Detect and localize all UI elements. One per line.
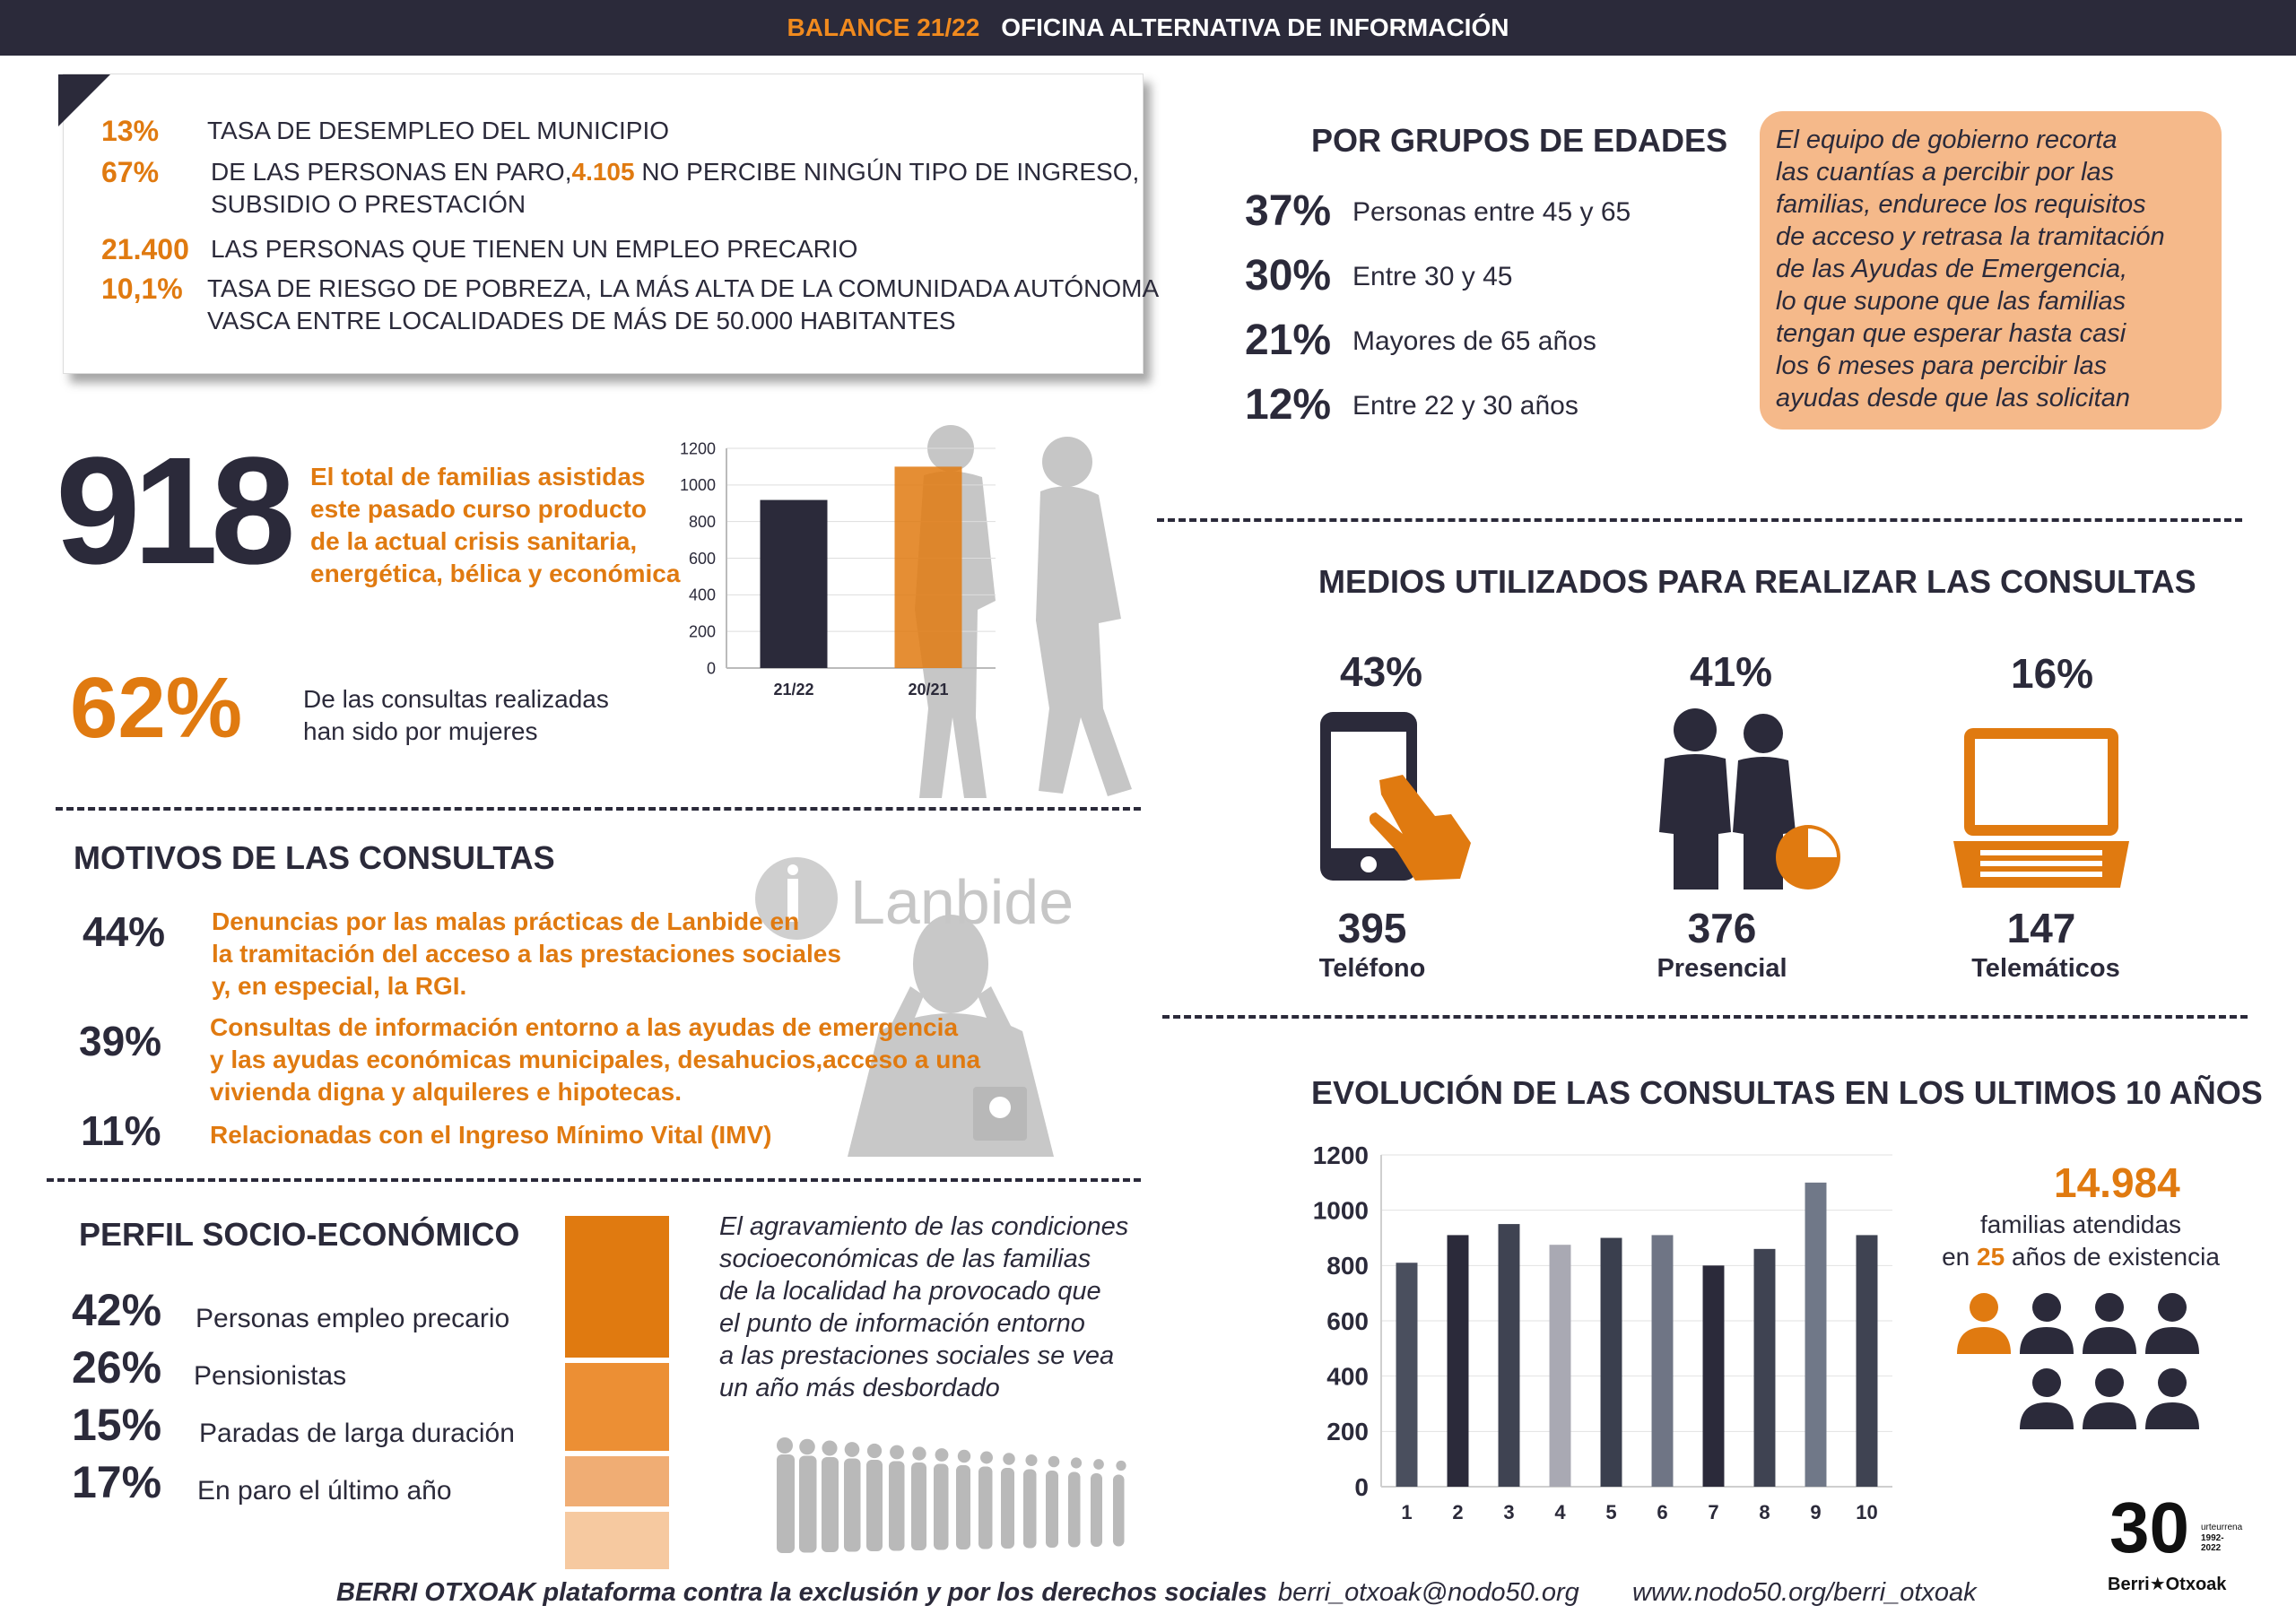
age-label: Personas entre 45 y 65 — [1352, 197, 1631, 227]
y-tick-label: 0 — [1354, 1472, 1369, 1501]
callout-line: los 6 meses para percibir las — [1776, 352, 2108, 380]
queue-person-head — [1048, 1456, 1060, 1468]
queue-person-head — [845, 1442, 860, 1457]
y-tick-label: 800 — [688, 512, 716, 531]
x-tick-label: 10 — [1856, 1501, 1878, 1523]
total-families-number: 14.984 — [2054, 1159, 2180, 1206]
x-tick-label: 7 — [1708, 1501, 1719, 1523]
callout-line: las cuantías a percibir por las — [1776, 158, 2115, 187]
note-line: el punto de información entorno — [719, 1309, 1085, 1338]
queue-person-body — [1046, 1471, 1058, 1548]
people-group-icon — [1955, 1291, 2206, 1444]
queue-person-head — [890, 1445, 904, 1460]
line2-before: en — [1942, 1243, 1978, 1271]
perfil-label: En paro el último año — [197, 1476, 452, 1506]
women-line: han sido por mujeres — [303, 717, 538, 745]
y-tick-label: 400 — [688, 586, 716, 604]
y-tick-label: 200 — [688, 622, 716, 641]
women-line: De las consultas realizadas — [303, 685, 609, 713]
medio-pct: 43% — [1340, 648, 1423, 695]
separator — [47, 1178, 1141, 1182]
bar — [1550, 1245, 1571, 1487]
queue-person-head — [1003, 1453, 1015, 1465]
perfil-stacked-bar — [565, 1216, 669, 1569]
queue-person-head — [1071, 1457, 1082, 1468]
queue-person-head — [1116, 1461, 1126, 1471]
motivos-title: MOTIVOS DE LAS CONSULTAS — [74, 839, 555, 876]
line2-after: años de existencia — [2005, 1243, 2220, 1271]
years-highlight: 25 — [1977, 1243, 2005, 1271]
anniversary-logo — [2108, 1488, 2243, 1594]
queue-person-body — [1091, 1473, 1102, 1547]
x-tick-label: 5 — [1605, 1501, 1617, 1523]
medios-title: MEDIOS UTILIZADOS PARA REALIZAR LAS CONSULTAS — [1318, 563, 2196, 600]
medio-label: Telemáticos — [1971, 954, 2120, 983]
queue-person-head — [777, 1437, 793, 1454]
bar — [1396, 1263, 1418, 1487]
perfil-label: Paradas de larga duración — [199, 1419, 515, 1448]
motivo-text — [212, 906, 841, 1002]
queue-person-head — [980, 1452, 993, 1464]
queue-person-head — [958, 1450, 970, 1462]
stat-value: 21.400 — [101, 233, 189, 265]
women-description — [303, 683, 609, 748]
footer-organization: BERRI OTXOAK plataforma contra la exclusión y por los derechos sociales — [336, 1578, 1267, 1607]
queue-person-body — [866, 1460, 883, 1551]
y-tick-label: 1200 — [679, 439, 716, 458]
families-comparison-chart — [673, 435, 1013, 704]
total-families-line2 — [1901, 1241, 2260, 1273]
x-tick-label: 2 — [1452, 1501, 1464, 1523]
stat-text: TASA DE DESEMPLEO DEL MUNICIPIO — [207, 117, 670, 144]
x-tick-label: 4 — [1554, 1501, 1566, 1523]
stat-highlight: 4.105 — [571, 158, 635, 186]
age-label: Entre 22 y 30 años — [1352, 391, 1578, 421]
queue-person-body — [934, 1464, 949, 1550]
queue-person-head — [867, 1444, 882, 1458]
motivo-line: la tramitación del acceso a las prestaciones sociales — [212, 940, 841, 968]
queue-person-body — [844, 1459, 861, 1552]
motivo-line: Relacionadas con el Ingreso Mínimo Vital (IMV) — [210, 1121, 772, 1149]
bar — [1754, 1249, 1776, 1487]
anniversary-number: 30 — [2109, 1488, 2189, 1567]
callout-line: familias, endurece los requisitos — [1776, 190, 2146, 219]
x-tick-label: 6 — [1657, 1501, 1668, 1523]
bar — [1448, 1235, 1469, 1487]
x-tick-label: 20/21 — [908, 681, 949, 699]
motivo-text — [210, 1119, 772, 1151]
total-families-text — [1901, 1209, 2260, 1273]
bar — [1857, 1235, 1878, 1487]
y-tick-label: 600 — [688, 549, 716, 568]
stats-box — [63, 74, 1160, 374]
medio-label: Presencial — [1657, 954, 1787, 983]
x-tick-label: 3 — [1503, 1501, 1515, 1523]
y-tick-label: 600 — [1326, 1306, 1369, 1335]
header-bar — [0, 0, 2296, 56]
queue-person-head — [822, 1440, 837, 1455]
queue-person-head — [912, 1446, 926, 1460]
queue-person-body — [822, 1457, 839, 1552]
bar — [1499, 1224, 1520, 1487]
age-label: Mayores de 65 años — [1352, 326, 1596, 356]
motivo-pct: 39% — [79, 1018, 162, 1064]
callout-line: tengan que esperar hasta casi — [1776, 319, 2126, 348]
motivo-line: y las ayudas económicas municipales, desahucios,acceso a una — [210, 1046, 981, 1073]
stat-text — [211, 157, 1139, 187]
medio-count: 147 — [2006, 905, 2076, 951]
x-tick-label: 8 — [1759, 1501, 1770, 1523]
footer-website-link[interactable]: www.nodo50.org/berri_otxoak — [1632, 1578, 1977, 1607]
perfil-title: PERFIL SOCIO-ECONÓMICO — [79, 1216, 520, 1253]
queue-person-head — [799, 1439, 815, 1455]
stat-value: 10,1% — [101, 273, 183, 305]
age-pct: 21% — [1245, 317, 1332, 364]
medio-label: Teléfono — [1318, 954, 1426, 983]
motivo-pct: 11% — [81, 1107, 161, 1154]
note-line: a las prestaciones sociales se vea — [719, 1341, 1115, 1370]
footer-email-link[interactable]: berri_otxoak@nodo50.org — [1278, 1578, 1579, 1607]
motivo-line: y, en especial, la RGI. — [212, 972, 467, 1000]
y-tick-label: 200 — [1326, 1418, 1369, 1446]
motivo-line: Consultas de información entorno a las ayudas de emergencia — [210, 1013, 959, 1041]
bar — [1652, 1235, 1674, 1487]
y-tick-label: 800 — [1326, 1252, 1369, 1280]
queue-person-body — [956, 1465, 970, 1549]
people-icon — [1656, 707, 1844, 891]
queue-person-body — [1023, 1470, 1037, 1549]
medio-count: 395 — [1337, 905, 1407, 951]
x-tick-label: 21/22 — [773, 681, 814, 699]
medio-pct: 41% — [1690, 648, 1773, 695]
stat-value: 67% — [101, 156, 160, 188]
age-groups-title: POR GRUPOS DE EDADES — [1311, 122, 1728, 159]
families-description — [310, 461, 680, 590]
queue-person-body — [911, 1462, 926, 1550]
motivo-line: Denuncias por las malas prácticas de Lanbide en — [212, 907, 800, 935]
evolution-title: EVOLUCIÓN DE LAS CONSULTAS EN LOS ULTIMOS 10 AÑOS — [1311, 1074, 2263, 1111]
motivo-line: vivienda digna y alquileres e hipotecas. — [210, 1078, 682, 1106]
families-line: de la actual crisis sanitaria, — [310, 527, 638, 555]
note-line: de la localidad ha provocado que — [719, 1277, 1101, 1306]
government-callout — [1760, 111, 2222, 430]
bar — [895, 466, 962, 668]
perfil-label: Pensionistas — [194, 1361, 347, 1391]
perfil-note — [719, 1211, 1128, 1404]
evolution-chart — [1283, 1130, 1910, 1542]
stat-text: TASA DE RIESGO DE POBREZA, LA MÁS ALTA DE LA COMUNIDADA AUTÓNOMA — [207, 274, 1160, 302]
y-tick-label: 1200 — [1312, 1141, 1369, 1169]
bar — [761, 500, 828, 668]
queue-person-body — [978, 1467, 993, 1549]
queue-people-illustration — [771, 1428, 1148, 1562]
bar — [1703, 1265, 1725, 1487]
separator — [1162, 1015, 2248, 1019]
age-pct: 12% — [1245, 381, 1332, 429]
callout-line: de las Ayudas de Emergencia, — [1776, 255, 2128, 283]
perfil-pct: 26% — [72, 1342, 162, 1393]
age-label: Entre 30 y 45 — [1352, 262, 1513, 291]
callout-line: lo que supone que las familias — [1776, 287, 2126, 316]
perfil-segment — [565, 1216, 669, 1358]
x-tick-label: 1 — [1401, 1501, 1413, 1523]
callout-line: ayudas desde que las solicitan — [1776, 384, 2130, 412]
queue-person-head — [1025, 1454, 1037, 1466]
y-tick-label: 1000 — [679, 476, 716, 495]
callout-line: de acceso y retrasa la tramitación — [1776, 222, 2165, 251]
stat-text-line2: VASCA ENTRE LOCALIDADES DE MÁS DE 50.000 HABITANTES — [207, 307, 956, 334]
queue-person-head — [1093, 1459, 1104, 1470]
perfil-segment — [565, 1512, 669, 1569]
stat-text-after: NO PERCIBE NINGÚN TIPO DE INGRESO, — [634, 158, 1140, 186]
x-tick-label: 9 — [1810, 1501, 1822, 1523]
separator — [56, 807, 1141, 811]
queue-person-body — [777, 1454, 795, 1553]
stat-value: 13% — [101, 115, 160, 147]
families-line: El total de familias asistidas — [310, 463, 646, 490]
queue-person-body — [799, 1456, 817, 1553]
perfil-segment — [565, 1363, 669, 1451]
note-line: socioeconómicas de las familias — [719, 1245, 1091, 1273]
bar — [1805, 1183, 1827, 1487]
anniversary-tag: urteurrena — [2201, 1523, 2243, 1532]
anniversary-years: 1992-2022 — [2201, 1533, 2224, 1553]
motivo-pct: 44% — [83, 908, 166, 955]
note-line: un año más desbordado — [719, 1374, 1000, 1402]
y-tick-label: 400 — [1326, 1362, 1369, 1391]
bar — [1601, 1238, 1622, 1488]
queue-person-body — [889, 1462, 905, 1551]
stat-text-before: DE LAS PERSONAS EN PARO, — [211, 158, 572, 186]
phone-icon — [1317, 708, 1478, 888]
y-tick-label: 0 — [706, 659, 716, 678]
stat-text-line2: SUBSIDIO O PRESTACIÓN — [211, 190, 526, 218]
perfil-label: Personas empleo precario — [196, 1304, 510, 1333]
women-percentage: 62% — [70, 660, 243, 756]
motivo-text — [210, 1011, 980, 1108]
families-total: 918 — [56, 426, 289, 596]
separator — [1157, 518, 2242, 522]
y-tick-label: 1000 — [1312, 1196, 1369, 1225]
queue-person-body — [1001, 1468, 1014, 1549]
corner-decoration — [58, 74, 110, 126]
queue-person-head — [935, 1448, 949, 1462]
header-balance: BALANCE 21/22 — [787, 13, 980, 41]
medio-pct: 16% — [2011, 650, 2094, 697]
anniversary-name: Berri★Otxoak — [2108, 1575, 2227, 1594]
total-families-line1: familias atendidas — [1979, 1211, 2182, 1238]
age-pct: 30% — [1245, 252, 1332, 299]
header-title: OFICINA ALTERNATIVA DE INFORMACIÓN — [1001, 13, 1509, 41]
queue-person-body — [1068, 1472, 1081, 1548]
lanbide-logo-text: Lanbide — [850, 867, 1074, 937]
medio-count: 376 — [1687, 905, 1757, 951]
perfil-segment — [565, 1456, 669, 1506]
callout-line: El equipo de gobierno recorta — [1776, 126, 2118, 154]
families-line: este pasado curso producto — [310, 495, 647, 523]
stat-text: LAS PERSONAS QUE TIENEN UN EMPLEO PRECARIO — [211, 235, 858, 263]
perfil-pct: 17% — [72, 1457, 162, 1507]
perfil-pct: 42% — [72, 1285, 162, 1335]
age-pct: 37% — [1245, 187, 1332, 235]
laptop-icon — [1953, 725, 2129, 890]
families-line: energética, bélica y económica — [310, 560, 681, 587]
note-line: El agravamiento de las condiciones — [719, 1212, 1129, 1241]
perfil-pct: 15% — [72, 1400, 162, 1450]
queue-person-body — [1113, 1475, 1125, 1547]
